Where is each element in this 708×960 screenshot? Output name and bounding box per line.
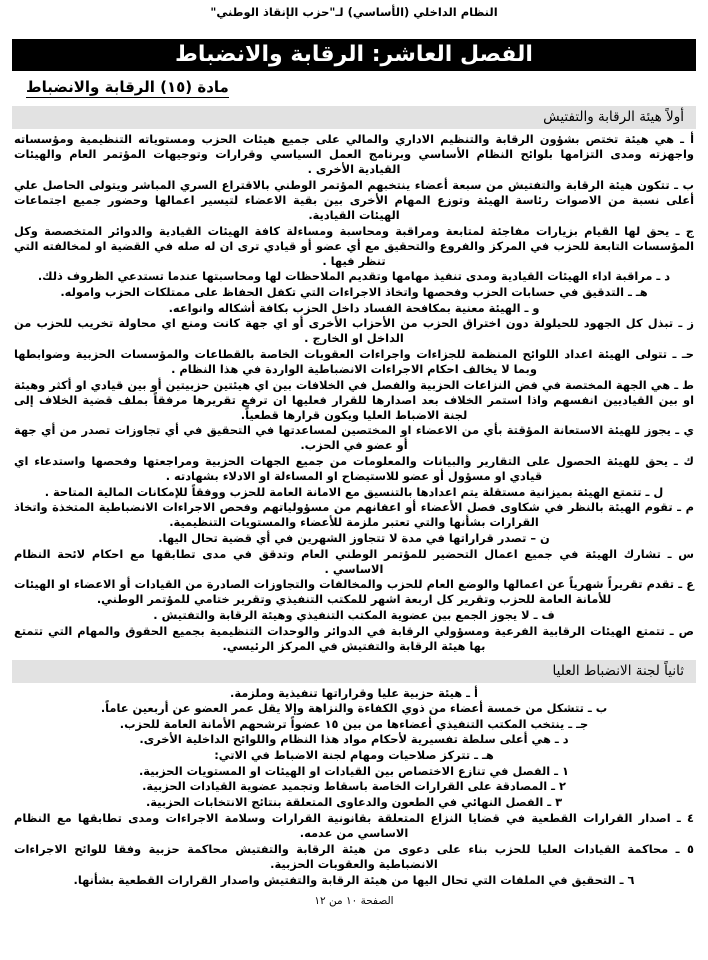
clause-item: ب ـ تتكون هيئة الرقابة والتفتيش من سبعة أعضاء ينتخبهم المؤتمر الوطني بالاقتراع السري المباشر ويتولى الحاصل علي أعلى نسبة من الاصوات رئاسة الهيئة وتوزع المهام الأخرى بين بقية الاعضاء لتيسير اعمالها وحضور جميع اجتماعات الهيئات القيادية. bbox=[14, 177, 694, 222]
clause-item: أ ـ هي هيئة تختص بشؤون الرقابة والتنظيم الاداري والمالي على جميع هيئات الحزب ومستوياته التنظيمية ومؤسساته واجهزته ومدى التزامها بلوائح النظام الأساسي وبرنامج العمل السياسي وقرارات وتوجيهات المؤتمر العام والهيئات القيادية الأخرى . bbox=[14, 132, 694, 177]
clause-item: ف ـ لا يجوز الجمع بين عضوية المكتب التنفيذي وهيئة الرقابة والتفتيش . bbox=[153, 607, 555, 622]
clause-list-first bbox=[12, 132, 696, 654]
clause-item: ص ـ تتمتع الهيئات الرقابية الفرعية ومسؤولي الرقابة في الدوائر والوحدات التنظيمية بجميع الحقوق والمهام التي تتمتع بها هيئة الرقابة والتفتيش في المركز الرئيسي. bbox=[14, 623, 694, 653]
clause-item: ط ـ هي الجهة المختصة في فض النزاعات الحزبية والفصل في الخلافات بين اي هيئتين حزبيتين أو بين قيادي او أكثر وهيئة او بين القياديين انفسهم واذا استمر الخلاف بعد اصدارها للقرار فعليها ان ترفع تقريرها مرفقاً بملف قضية الخلاف إلى لجنة الاضباط العليا ويكون قرارها قطعياً. bbox=[14, 377, 694, 422]
clause-item: ل ـ تتمتع الهيئة بميزانية مستقلة يتم اعدادها بالتنسيق مع الامانة العامة للحزب ووفقاً للإمكانات المالية المتاحة . bbox=[44, 484, 664, 499]
clause-item: ع ـ تقدم تقريراً شهرياً عن اعمالها والوضع العام للحزب والمخالفات والتجاوزات الصادرة من القيادات أو الاعضاء او الهيئات للأمانة العامة للحزب وتقرير كل اربعة اشهر للمكتب التنفيذي وتقرير ختامي للمؤتمر الوطني. bbox=[14, 577, 694, 607]
clause-item: س ـ تشارك الهيئة في جميع اعمال التحضير للمؤتمر الوطني العام وتدقق في مدى تطابقها مع احكام لائحة النظام الاساسي . bbox=[14, 546, 694, 576]
section-oversight-inspection bbox=[12, 106, 696, 654]
clause-item: ج ـ يحق لها القيام بزيارات مفاجئة لمتابعة ومراقبة ومحاسبة ومساءلة كافة الهيئات القيادية والدوائر المتخصصة وكل المؤسسات التابعة للحزب في المركز والفروع والتحقيق مع أي عضو أو قيادي ترى ان له صله في القضية او لمخالفته التي تنظر فيها . bbox=[14, 223, 694, 268]
clause-item: حـ ـ تتولى الهيئة اعداد اللوائح المنظمة للجزاءات واجراءات العقوبات الخاصة بالقطاعات والمؤسسات الحزبية وضوابطها وبما لا يخالف احكام الاجراءات الانضباطية الواردة في هذا النظام . bbox=[14, 346, 694, 376]
clause-item: و ـ الهيئة معنية بمكافحة الفساد داخل الحزب بكافة أشكاله وانواعه. bbox=[168, 300, 540, 315]
clause-item: هـ ـ تتركز صلاحيات ومهام لجنة الاضباط في الاتي: bbox=[214, 748, 494, 763]
running-header: النظام الداخلي (الأساسي) لـ"حزب الإنقاذ الوطني" bbox=[210, 5, 498, 19]
section-heading-second: ثانياً لجنة الانضباط العليا bbox=[12, 660, 696, 683]
clause-item: ز ـ تبذل كل الجهود للحيلولة دون اختراق الحزب من الأحزاب الأخرى أو اي جهة كانت ومنع اي محاولة تخريب للحزب من الداخل او الخارج . bbox=[14, 316, 694, 346]
article-title-row bbox=[12, 77, 696, 98]
subclause-item: ٦ ـ التحقيق في الملفات التي تحال اليها من هيئة الرقابة والتفتيش واصدار القرارات القطعية بشأنها. bbox=[73, 872, 635, 887]
clause-item: ي ـ يجوز للهيئة الاستعانة المؤقتة بأي من الاعضاء او المختصين لمساعدتها في التحقيق في أي تجاوزات تصدر من أي جهة أو عضو في الحزب. bbox=[14, 423, 694, 453]
page-number-footer: الصفحة ١٠ من ١٢ bbox=[314, 894, 394, 907]
clause-item: د ـ هي أعلى سلطة تفسيرية لأحكام مواد هذا النظام واللوائح الداخلية الأخرى. bbox=[139, 732, 569, 747]
clause-item: د ـ مراقبة اداء الهيئات القيادية ومدى تنفيذ مهامها وتقديم الملاحظات لها ومحاسبتها عندما تستدعي الظروف ذلك. bbox=[37, 269, 671, 284]
section-heading-first: أولاً هيئة الرقابة والتفتيش bbox=[12, 106, 696, 129]
clause-item: ن – تصدر قراراتها في مدة لا تتجاوز الشهرين في أي قضية تحال اليها. bbox=[158, 530, 550, 545]
clause-item: هـ ـ التدقيق في حسابات الحزب وفحصها واتخاذ الاجراءات التي تكفل الحفاظ على ممتلكات الحزب واموله. bbox=[60, 284, 648, 299]
clause-item: جـ ـ ينتخب المكتب التنفيذي أعضاءها من بين ١٥ عضواً ترشحهم الأمانة العامة للحزب. bbox=[119, 716, 589, 731]
clause-item: ب ـ تتشكل من خمسة أعضاء من ذوي الكفاءة والنزاهة وإلا يقل عمر العضو عن أربعين عاماً. bbox=[100, 701, 608, 716]
article-title: مادة (١٥) الرقابة والانضباط bbox=[26, 78, 229, 96]
chapter-title-banner: الفصل العاشر: الرقابة والانضباط bbox=[12, 39, 696, 71]
subclause-item: ٤ ـ اصدار القرارات القطعية في قضايا النزاع المتعلقة بقانونية القرارات وسلامة الاجراءات ومدى تطابقها مع النظام الاساسي من عدمه. bbox=[14, 810, 694, 840]
subclause-item: ٣ ـ الفصل النهائي في الطعون والدعاوى المتعلقة بنتائج الانتخابات الحزبية. bbox=[145, 795, 563, 810]
clause-item: م ـ تقوم الهيئة بالنظر في شكاوى فصل الأعضاء أو اعفانهم من مسؤولياتهم وفحص الاجراءات الانضباطية المتخذة واتخاذ القرارات بشأنها والتي تعتبر ملزمة للأعضاء والمستويات التنظيمية. bbox=[14, 500, 694, 530]
subclause-item: ١ ـ الفصل في تنازع الاختصاص بين القيادات او الهيئات او المستويات الحزبية. bbox=[138, 763, 569, 778]
subclause-item: ٢ ـ المصادقة على القرارات الخاصة باسقاط وتجميد عضوية القيادات الحزبية. bbox=[142, 779, 566, 794]
clause-item: أ ـ هيئة حزبية عليا وقراراتها تنفيذية وملزمة. bbox=[230, 685, 478, 700]
clause-item: ك ـ يحق للهيئة الحصول على التقارير والبيانات والمعلومات من جميع الجهات الحزبية ومراجعتها وفحصها واستدعاء اي قيادي او مسؤول أو عضو للاستيضاح او المساءلة او الادلاء بشهادته . bbox=[14, 453, 694, 484]
section-supreme-discipline-committee bbox=[12, 660, 696, 888]
subclause-list bbox=[12, 764, 696, 888]
subclause-item: ٥ ـ محاكمة القيادات العليا للحزب بناء على دعوى من هيئة الرقابة والتفتيش محاكمة حزبية وفقا للوائح الاجراءات الانضباطية والعقوبات الحزبية. bbox=[14, 841, 694, 871]
clause-list-second bbox=[12, 686, 696, 763]
